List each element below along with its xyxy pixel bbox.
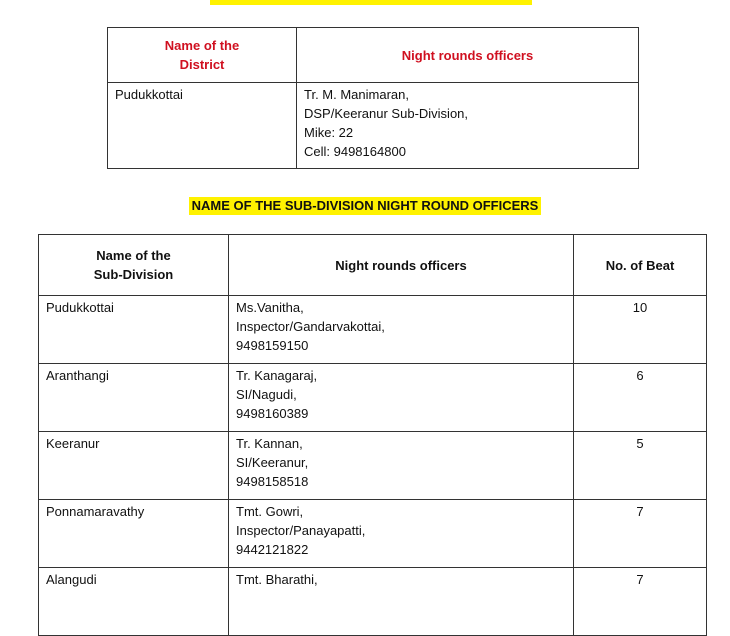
district-column-header: Name of the District — [108, 28, 297, 83]
beat-count-cell: 6 — [574, 364, 707, 432]
table-row — [39, 500, 707, 568]
beat-count-cell: 10 — [574, 296, 707, 364]
subdivision-name-cell: Aranthangi — [39, 364, 229, 432]
beat-column-header: No. of Beat — [574, 235, 707, 296]
table-row — [108, 83, 639, 169]
district-officer-table — [107, 27, 639, 169]
officer-cell: Tr. Kanagaraj, SI/Nagudi, 9498160389 — [229, 364, 574, 432]
subdivision-name-cell: Keeranur — [39, 432, 229, 500]
top-highlight-strip — [210, 0, 532, 5]
officer-cell: Tmt. Bharathi, — [229, 568, 574, 636]
officer-cell: Tr. Kannan, SI/Keeranur, 9498158518 — [229, 432, 574, 500]
beat-count-cell: 7 — [574, 568, 707, 636]
section-heading: NAME OF THE SUB-DIVISION NIGHT ROUND OFFICERS — [189, 197, 542, 215]
officers-column-header: Night rounds officers — [229, 235, 574, 296]
subdivision-column-header: Name of the Sub-Division — [39, 235, 229, 296]
beat-count-cell: 7 — [574, 500, 707, 568]
table-header-row — [39, 235, 707, 296]
subdivision-name-cell: Pudukkottai — [39, 296, 229, 364]
district-name-cell: Pudukkottai — [108, 83, 297, 169]
table-row — [39, 432, 707, 500]
section-heading-wrap — [0, 197, 730, 215]
table-row — [39, 296, 707, 364]
subdivision-name-cell: Ponnamaravathy — [39, 500, 229, 568]
table-row — [39, 568, 707, 636]
subdivision-officer-table — [38, 234, 707, 636]
officer-cell: Tr. M. Manimaran, DSP/Keeranur Sub-Division, Mike: 22 Cell: 9498164800 — [297, 83, 639, 169]
subdivision-name-cell: Alangudi — [39, 568, 229, 636]
table-row — [39, 364, 707, 432]
beat-count-cell: 5 — [574, 432, 707, 500]
table-header-row — [108, 28, 639, 83]
officer-cell: Tmt. Gowri, Inspector/Panayapatti, 9442121822 — [229, 500, 574, 568]
officers-column-header: Night rounds officers — [297, 28, 639, 83]
officer-cell: Ms.Vanitha, Inspector/Gandarvakottai, 9498159150 — [229, 296, 574, 364]
